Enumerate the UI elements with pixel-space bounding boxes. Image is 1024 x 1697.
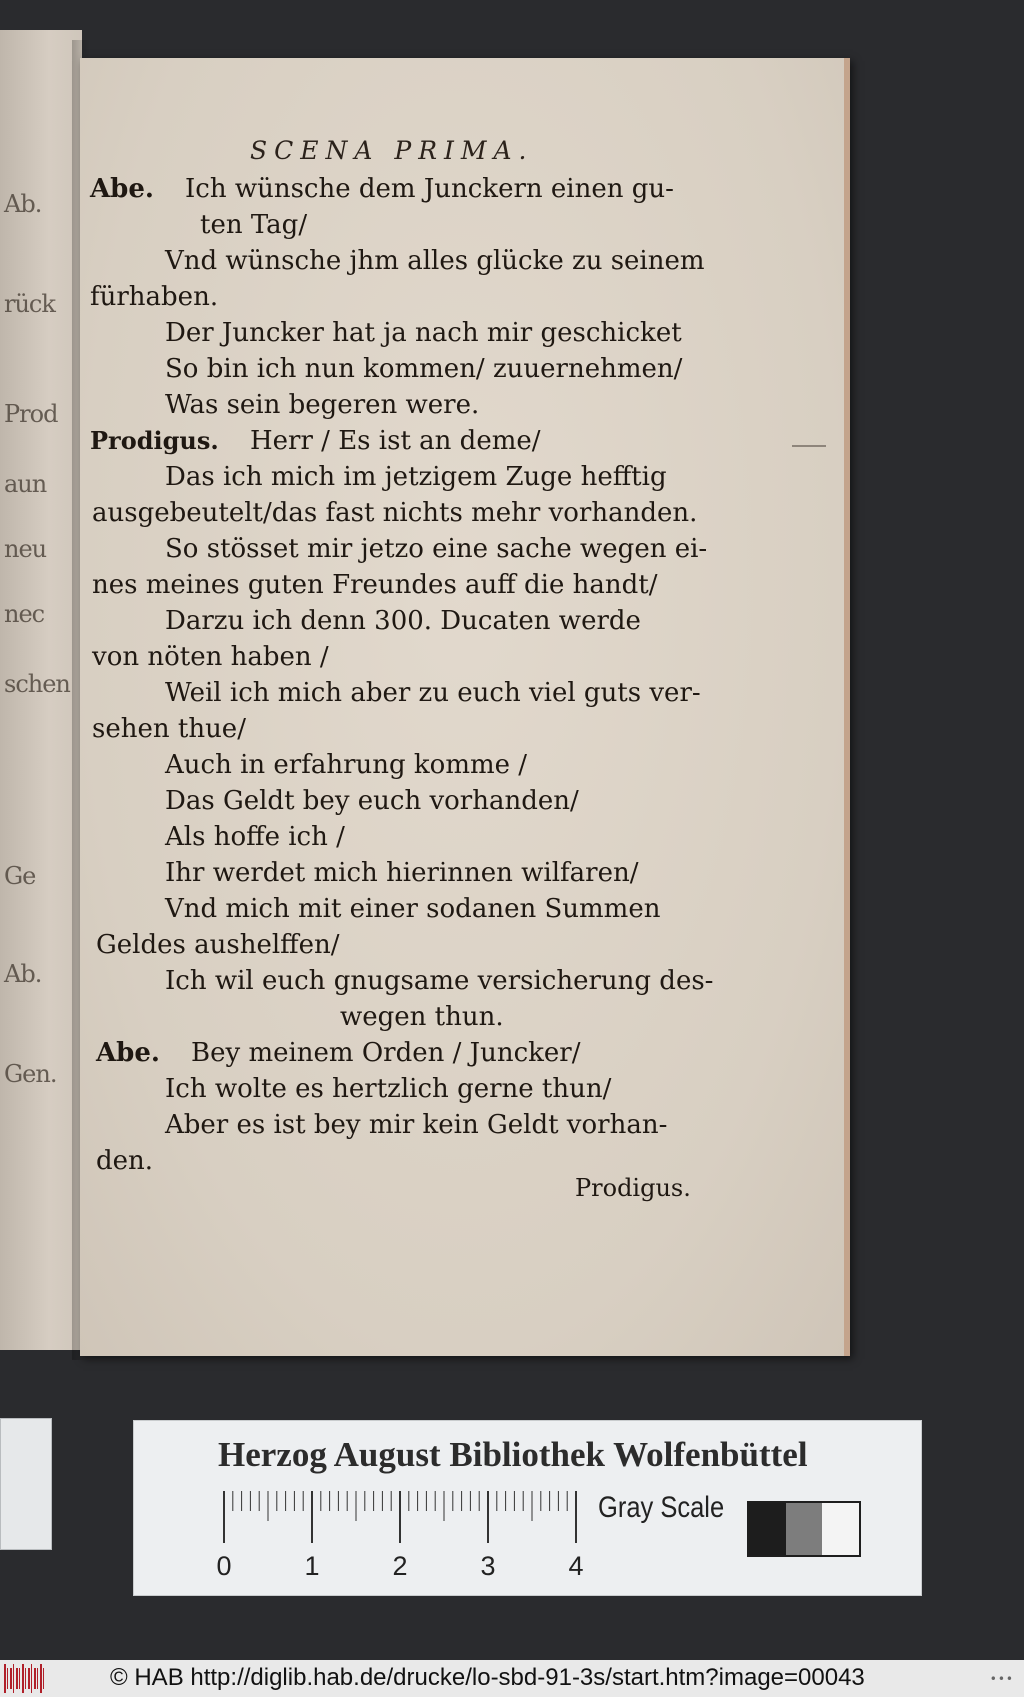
ruler-number: 4 — [568, 1551, 584, 1581]
library-name: Herzog August Bibliothek Wolfenbüttel — [218, 1435, 808, 1474]
text-line — [165, 534, 707, 564]
text-line — [165, 606, 641, 636]
line-text: den. — [96, 1146, 154, 1176]
line-text: ausgebeutelt/das fast nichts mehr vorhanden. — [92, 498, 698, 528]
left-page-fragment: schen — [4, 670, 70, 698]
text-line — [165, 1074, 611, 1104]
footer-bar — [0, 1660, 1024, 1697]
left-page-fragment: nec — [4, 600, 45, 628]
line-text: nes meines guten Freundes auff die handt/ — [92, 570, 658, 600]
text-line — [165, 750, 527, 780]
line-text: Der Juncker hat ja nach mir geschicket — [165, 318, 682, 348]
left-page-fragment: Ge — [4, 862, 36, 890]
gray-patch — [786, 1503, 823, 1555]
book-page — [80, 58, 850, 1356]
ruler-number: 3 — [480, 1551, 496, 1581]
text-line — [96, 930, 340, 960]
more-icon[interactable]: ••• — [989, 1672, 1014, 1686]
text-line — [165, 858, 638, 888]
line-text: Weil ich mich aber zu euch viel guts ver- — [165, 678, 701, 708]
left-page-fragment: Ab. — [4, 960, 42, 988]
line-text: Aber es ist bey mir kein Geldt vorhan- — [165, 1110, 668, 1140]
left-page-fragment: Prod — [4, 400, 58, 428]
text-line — [165, 822, 345, 852]
line-text: Herr / Es ist an deme/ — [250, 426, 541, 456]
barcode-icon — [4, 1664, 44, 1693]
ruler-number: 1 — [304, 1551, 320, 1581]
text-line — [96, 1038, 580, 1068]
speaker-label: Abe. — [96, 1038, 160, 1068]
copyright-url[interactable]: © HAB http://diglib.hab.de/drucke/lo-sbd-91-3s/start.htm?image=00043 — [110, 1664, 865, 1691]
text-line — [96, 1146, 153, 1176]
line-text: wegen thun. — [340, 1002, 504, 1032]
text-line — [165, 246, 705, 276]
line-text: Vnd wünsche jhm alles glücke zu seinem — [165, 246, 705, 276]
left-page-fragment: neu — [4, 535, 47, 563]
text-line — [165, 786, 579, 816]
text-line — [92, 570, 658, 600]
text-line — [165, 966, 713, 996]
text-line — [165, 318, 682, 348]
line-text: Das Geldt bey euch vorhanden/ — [165, 786, 579, 816]
text-line — [165, 462, 667, 492]
left-page-fragment: Ab. — [4, 190, 42, 218]
left-page-fragment: rück — [4, 290, 55, 318]
text-line — [92, 642, 329, 672]
text-line — [165, 354, 682, 384]
margin-mark — [792, 445, 826, 447]
line-text: fürhaben. — [90, 282, 219, 312]
line-text: Vnd mich mit einer sodanen Summen — [165, 894, 661, 924]
line-text: Das ich mich im jetzigem Zuge hefftig — [165, 462, 667, 492]
line-text: Was sein begeren were. — [165, 390, 480, 420]
gray-scale-bar — [747, 1501, 861, 1557]
left-card-edge — [0, 1418, 52, 1550]
speaker-label: Prodigus. — [90, 426, 219, 455]
text-line — [90, 174, 674, 204]
gray-patch — [822, 1503, 859, 1555]
text-line — [165, 678, 701, 708]
text-line — [165, 1110, 667, 1140]
line-text: Auch in erfahrung komme / — [165, 750, 528, 780]
gray-patch — [749, 1503, 786, 1555]
line-text: Ihr werdet mich hierinnen wilfaren/ — [165, 858, 639, 888]
line-text: So stösset mir jetzo eine sache wegen ei- — [165, 534, 708, 564]
line-text: Geldes aushelffen/ — [96, 930, 340, 960]
line-text: Als hoffe ich / — [165, 822, 345, 852]
text-line — [92, 714, 246, 744]
text-line — [92, 498, 697, 528]
line-text: Darzu ich denn 300. Ducaten werde — [165, 606, 641, 636]
left-page-fragment: aun — [4, 470, 47, 498]
line-text: Ich wolte es hertzlich gerne thun/ — [165, 1074, 612, 1104]
text-line — [200, 210, 307, 240]
line-text: So bin ich nun kommen/ zuuernehmen/ — [165, 354, 683, 384]
line-text: von nöten haben / — [92, 642, 329, 672]
line-text: Ich wünsche dem Junckern einen gu- — [185, 174, 674, 204]
line-text: ten Tag/ — [200, 210, 308, 240]
text-line — [90, 282, 218, 312]
catchword: Prodigus. — [575, 1174, 691, 1202]
speaker-label: Abe. — [90, 174, 154, 204]
color-target-card — [133, 1420, 922, 1596]
line-text: Bey meinem Orden / Juncker/ — [191, 1038, 581, 1068]
ruler-number: 2 — [392, 1551, 408, 1581]
text-line — [90, 426, 541, 456]
text-line — [340, 1002, 504, 1032]
page-heading: SCENA PRIMA. — [250, 136, 534, 165]
text-line — [165, 894, 660, 924]
left-page-fragment: Gen. — [4, 1060, 57, 1088]
gray-scale-label: Gray Scale — [598, 1491, 725, 1524]
ruler-number: 0 — [216, 1551, 232, 1581]
text-line — [165, 390, 479, 420]
left-neighbor-page — [0, 30, 82, 1350]
line-text: sehen thue/ — [92, 714, 246, 744]
line-text: Ich wil euch gnugsame versicherung des- — [165, 966, 714, 996]
scale-ruler — [216, 1491, 584, 1581]
